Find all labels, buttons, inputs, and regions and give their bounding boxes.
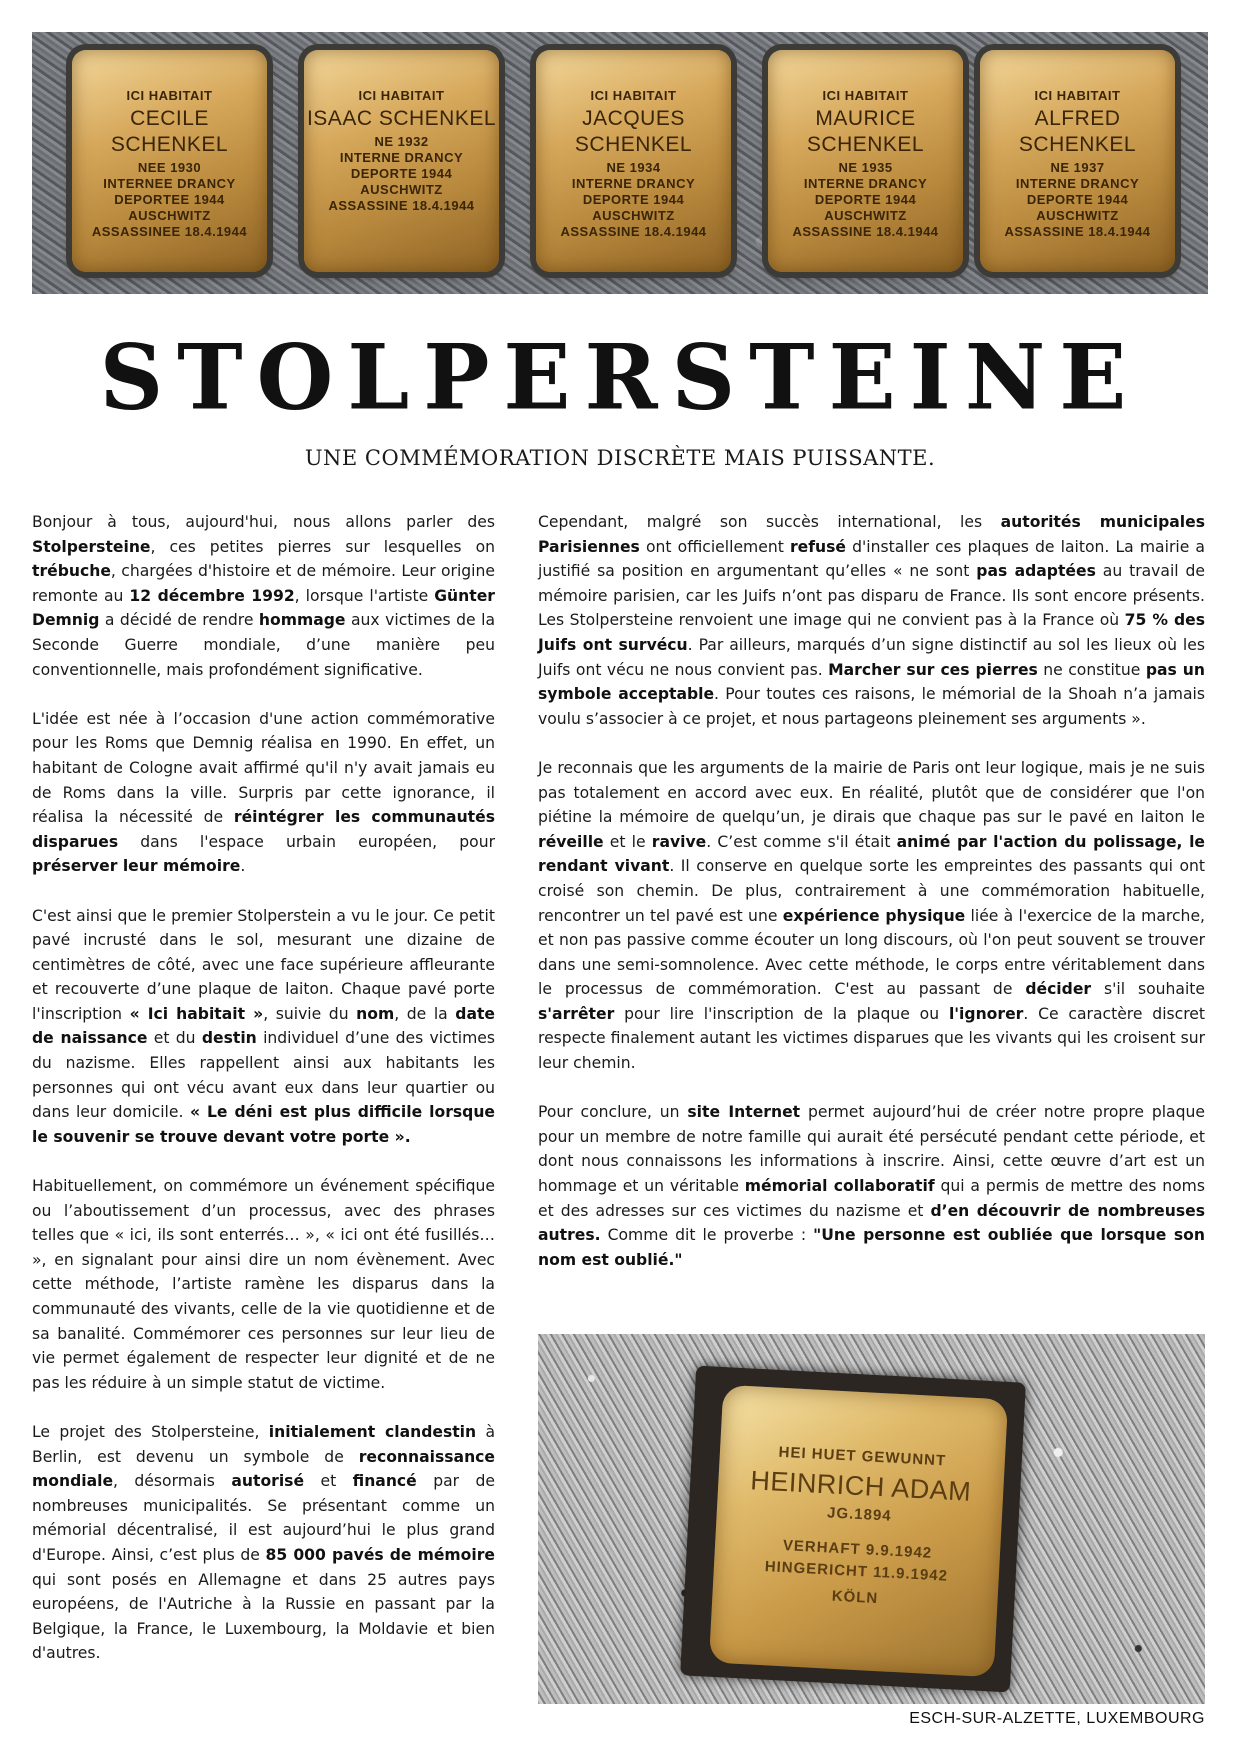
stone-5-name: ALFRED SCHENKEL <box>1018 107 1137 156</box>
emphasis-text: site Internet <box>687 1103 801 1122</box>
body-text: . Par ailleurs, marqués d’un signe distinctif au sol les lieux où les Juifs ont vécu ne nous convient pas. <box>538 635 1205 679</box>
emphasis-text: expérience physique <box>782 906 966 925</box>
plate-born: JG.1894 <box>826 1504 893 1525</box>
left-paragraph-2 <box>32 707 495 879</box>
body-text: a décidé de rendre <box>99 611 259 630</box>
body-text: s'il souhaite <box>1091 980 1205 999</box>
right-paragraph-1 <box>538 510 1205 731</box>
stolpersteine-banner-photo <box>32 32 1208 294</box>
stone-2-line1: ICI HABITAIT <box>358 88 445 103</box>
emphasis-text: trébuche <box>32 562 111 581</box>
plate-execution: HINGERICHT 11.9.1942 <box>764 1558 949 1585</box>
body-text: , lorsque l'artiste <box>294 586 435 605</box>
stone-4-line1: ICI HABITAIT <box>822 88 909 103</box>
body-text: ne constitue <box>1037 660 1146 679</box>
body-text: Je reconnais que les arguments de la mairie de Paris ont leur logique, mais je ne suis pas totalement en accord avec eux. En réalité, plutôt que de considérer que l'on piétine la mémoire de quelqu’un, je dirais que chaque pas sur le pavé en laiton le <box>538 758 1205 827</box>
stone-1 <box>72 50 267 272</box>
emphasis-text: Marcher sur ces pierres <box>828 660 1038 679</box>
body-text: Comme dit le proverbe : <box>600 1226 814 1245</box>
stone-3-l7: ASSASSINE 18.4.1944 <box>560 224 707 239</box>
emphasis-text: décider <box>1025 980 1092 999</box>
stone-3-name: JACQUES SCHENKEL <box>574 107 693 156</box>
stone-1-name: CECILE SCHENKEL <box>110 107 229 156</box>
stone-2-born: NE 1932 <box>374 134 429 149</box>
stone-1-l7: ASSASSINEE 18.4.1944 <box>91 224 248 239</box>
left-paragraph-1 <box>32 510 495 682</box>
emphasis-text: nom <box>356 1004 395 1023</box>
body-text: aux victimes de la Seconde Guerre mondiale, d’une manière peu conventionnelle, mais profondément significative. <box>32 611 495 679</box>
body-text: Bonjour à tous, aujourd'hui, nous allons parler des <box>32 513 495 531</box>
plate-name: HEINRICH ADAM <box>749 1465 973 1507</box>
emphasis-text: 75 % des Juifs ont survécu <box>538 611 1206 654</box>
emphasis-text: d’en découvrir de nombreuses autres. <box>538 1201 1205 1245</box>
stone-3-line1: ICI HABITAIT <box>590 88 677 103</box>
body-text: pour lire l'inscription de la plaque ou <box>614 1004 949 1023</box>
emphasis-text: ravive <box>651 832 707 851</box>
body-text: , de la <box>394 1004 456 1023</box>
body-text: . Il conserve en quelque sorte les empreintes des passants qui ont croisé son chemin. De plus, contrairement à une commémoration habituelle, rencontrer un tel pavé est une <box>538 857 1205 925</box>
body-text: L'idée est née à l’occasion d'une action commémorative pour les Roms que Demnig réalisa en 1990. En effet, un habitant de Cologne avait affirmé qu'il n'y avait jamais eu de Roms dans la ville. Surpris par cette ignorance, il réalisa la nécessité de <box>32 709 495 827</box>
emphasis-text: 85 000 pavés de mémoire <box>265 1545 496 1564</box>
plate-arrest: VERHAFT 9.9.1942 <box>782 1537 933 1562</box>
stone-2-l5: DEPORTE 1944 <box>350 166 453 181</box>
body-text: Habituellement, on commémore un événement spécifique ou l’aboutissement d’un processus, avec des phrases telles que « ici, ils sont enterrés… », « ici ont été fusillés… », en signalant pour ainsi dire un nom évènement. Avec cette méthode, l’artiste ramène les disparus dans la communauté des vivants, celle de la vie quotidienne et de sa banalité. Commémorer ces personnes sur leur lieu de vie permet également de respecter leur dignité et de ne pas les réduire à un simple statut de victime. <box>32 1177 495 1392</box>
body-text: , chargées d'histoire et de mémoire. Leur origine remonte au <box>32 562 495 605</box>
stone-2-l7: ASSASSINE 18.4.1944 <box>328 198 475 213</box>
body-text: , ces petites pierres sur lesquelles on <box>150 537 495 556</box>
stone-5-line1: ICI HABITAIT <box>1034 88 1121 103</box>
emphasis-text: 12 décembre 1992 <box>129 586 295 605</box>
heinrich-adam-stone-photo <box>538 1334 1205 1704</box>
body-text: Cependant, malgré son succès international, les <box>538 513 1001 531</box>
left-column <box>32 510 495 1691</box>
emphasis-text: Stolpersteine <box>32 537 151 556</box>
stone-4-name: MAURICE SCHENKEL <box>806 107 925 156</box>
stone-3-born: NE 1934 <box>606 160 661 175</box>
emphasis-text: financé <box>352 1472 417 1491</box>
stone-4-l4: INTERNE DRANCY <box>803 176 928 191</box>
emphasis-text: mémorial collaboratif <box>744 1177 935 1196</box>
page-subtitle: UNE COMMÉMORATION DISCRÈTE MAIS PUISSANTE. <box>304 446 936 470</box>
emphasis-text: destin <box>201 1029 257 1048</box>
emphasis-text: refusé <box>789 537 846 556</box>
emphasis-text: l'ignorer <box>948 1004 1024 1023</box>
stone-1-l4: INTERNEE DRANCY <box>103 176 236 191</box>
stone-1-l5: DEPORTEE 1944 <box>114 192 225 207</box>
body-text: , désormais <box>113 1472 232 1491</box>
emphasis-text: date de naissance <box>32 1004 495 1048</box>
left-paragraph-5 <box>32 1420 495 1666</box>
emphasis-text: s'arrêter <box>538 1004 615 1023</box>
body-text: par de nombreuses municipalités. Se présentant comme un mémorial décentralisé, il est aujourd’hui le plus grand d'Europe. Ainsi, c’est plus de <box>32 1472 495 1564</box>
body-text: . C’est comme s'il était <box>706 832 897 851</box>
stone-4 <box>768 50 963 272</box>
body-text: d'installer ces plaques de laiton. La mairie a justifié sa position en argumentant qu’elles « ne sont <box>538 537 1205 581</box>
stone-4-l7: ASSASSINE 18.4.1944 <box>792 224 939 239</box>
stone-5-l4: INTERNE DRANCY <box>1015 176 1140 191</box>
stone-4-l5: DEPORTE 1944 <box>814 192 917 207</box>
emphasis-text: reconnaissance mondiale <box>32 1447 495 1491</box>
body-text: . <box>240 857 246 876</box>
stone-1-l6: AUSCHWITZ <box>128 208 211 223</box>
body-text: C'est ainsi que le premier Stolperstein a vu le jour. Ce petit pavé incrusté dans le sol, mesurant une dizaine de centimètres de côté, avec une face supérieure affleurante et recouverte d’une plaque de laiton. Chaque pavé porte l'inscription <box>32 906 495 1023</box>
emphasis-text: réintégrer les communautés disparues <box>32 808 495 851</box>
plate-city: KÖLN <box>831 1587 879 1608</box>
photo-caption: ESCH-SUR-ALZETTE, LUXEMBOURG <box>909 1710 1205 1727</box>
stone-2-name: ISAAC SCHENKEL <box>306 107 497 130</box>
emphasis-text: animé par l'action du polissage, le rendant vivant <box>538 832 1206 876</box>
right-column <box>538 510 1205 1297</box>
emphasis-text: "Une personne est oubliée que lorsque son nom est oublié." <box>538 1226 1205 1269</box>
stone-1-line1: ICI HABITAIT <box>126 88 213 103</box>
stone-5-l5: DEPORTE 1944 <box>1026 192 1129 207</box>
stone-4-born: NE 1935 <box>838 160 893 175</box>
emphasis-text: « Ici habitait » <box>129 1004 264 1023</box>
emphasis-text: autorisé <box>231 1472 305 1491</box>
stone-5-born: NE 1937 <box>1050 160 1105 175</box>
stone-2 <box>304 50 499 272</box>
right-paragraph-3 <box>538 1100 1205 1272</box>
body-text: et du <box>147 1029 202 1048</box>
left-paragraph-4 <box>32 1174 495 1395</box>
body-text: . Pour toutes ces raisons, le mémorial de la Shoah n’a jamais voulu s’associer à ce projet, et nous partageons pleinement ses arguments ». <box>538 685 1205 728</box>
stone-5-l7: ASSASSINE 18.4.1944 <box>1004 224 1151 239</box>
plate-line1: HEI HUET GEWUNNT <box>778 1443 947 1470</box>
emphasis-text: pas adaptées <box>976 562 1096 581</box>
stone-3 <box>536 50 731 272</box>
emphasis-text: réveille <box>538 832 604 851</box>
body-text: qui sont posés en Allemagne et dans 25 autres pays européens, de l'Autriche à la Russie en passant par la Belgique, la France, le Luxembourg, la Moldavie et bien d'autres. <box>32 1570 495 1663</box>
emphasis-text: préserver leur mémoire <box>32 857 241 876</box>
stone-2-l4: INTERNE DRANCY <box>339 150 464 165</box>
body-text: permet aujourd’hui de créer notre propre plaque pour un membre de notre famille qui aurait été persécuté pendant cette période, et dont nous connaissons les informations à inscrire. Ainsi, cette œuvre d’art est un hommage et un véritable <box>538 1103 1205 1196</box>
emphasis-text: Günter Demnig <box>32 586 495 630</box>
emphasis-text: initialement clandestin <box>268 1422 477 1441</box>
right-paragraph-2 <box>538 756 1205 1076</box>
emphasis-text: pas un symbole acceptable <box>538 660 1205 704</box>
left-paragraph-3 <box>32 904 495 1150</box>
stone-4-l6: AUSCHWITZ <box>824 208 907 223</box>
body-text: qui a permis de mettre des noms et des adresses sur ces victimes du nazisme et <box>538 1177 1205 1220</box>
body-text: et <box>304 1472 353 1491</box>
stone-5 <box>980 50 1175 272</box>
body-text: , suivie du <box>263 1004 357 1023</box>
body-text: liée à l'exercice de la marche, et non pas passive comme écouter un long discours, où l'on peut souvent se trouver dans une semi-somnolence. Avec cette méthode, le corps entre véritablement dans le processus de commémoration. C'est au passant de <box>538 906 1205 999</box>
brass-plate <box>709 1385 1008 1678</box>
stone-3-l5: DEPORTE 1944 <box>582 192 685 207</box>
stone-1-born: NEE 1930 <box>137 160 202 175</box>
body-text: individuel d’une des victimes du nazisme. Elles rappellent ainsi aux habitants les personnes qui ont vécu avant eux dans leur quartier ou dans leur domicile. <box>32 1029 495 1122</box>
stone-3-l4: INTERNE DRANCY <box>571 176 696 191</box>
body-text: Le projet des Stolpersteine, <box>32 1422 269 1441</box>
emphasis-text: « Le déni est plus difficile lorsque le souvenir se trouve devant votre porte ». <box>32 1103 496 1146</box>
body-text: et le <box>603 832 652 851</box>
body-text: dans l'espace urbain européen, pour <box>118 832 495 851</box>
page-title: STOLPERSTEINE <box>99 323 1141 431</box>
emphasis-text: hommage <box>258 611 346 630</box>
stone-3-l6: AUSCHWITZ <box>592 208 675 223</box>
body-text: . Ce caractère discret respecte finalement autant les victimes disparues que les vivants qui les croisent sur leur chemin. <box>538 1004 1205 1073</box>
body-text: Pour conclure, un <box>538 1103 688 1122</box>
stone-5-l6: AUSCHWITZ <box>1036 208 1119 223</box>
emphasis-text: autorités municipales Parisiennes <box>538 513 1205 556</box>
body-text: au travail de mémoire parisien, car les Juifs n’ont pas disparu de France. Ils sont encore présents. Les Stolpersteine renvoient une image qui ne convient pas à la France où <box>538 562 1205 630</box>
stone-2-l6: AUSCHWITZ <box>360 182 443 197</box>
body-text: à Berlin, est devenu un symbole de <box>32 1422 496 1466</box>
body-text: ont officiellement <box>639 537 790 556</box>
